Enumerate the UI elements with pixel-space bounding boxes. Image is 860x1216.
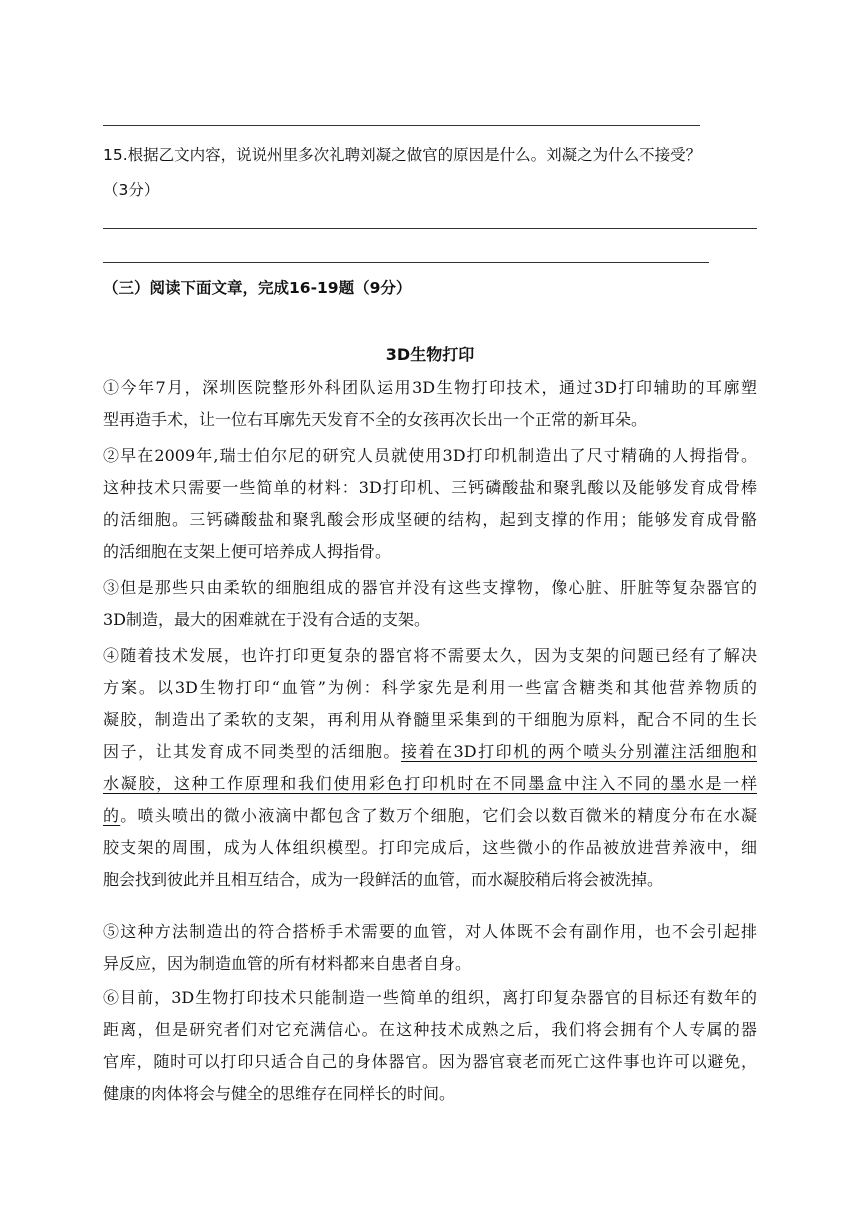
paragraph-line: ⑤这种方法制造出的符合搭桥手术需要的血管，对人体既不会有副作用，也不会引起排 <box>103 922 757 941</box>
paragraph-line: 胞会找到彼此并且相互结合，成为一段鲜活的血管，而水凝胶稍后将会被洗掉。 <box>103 870 664 889</box>
paragraph-line: 胶支架的周围，成为人体组织模型。打印完成后，这些微小的作品被放进营养液中，细 <box>103 838 757 857</box>
paragraph-line: ⑥目前，3D生物打印技术只能制造一些简单的组织，离打印复杂器官的目标还有数年的 <box>103 988 757 1007</box>
answer-line-1 <box>103 228 757 229</box>
paragraph-line: ④随着技术发展，也许打印更复杂的器官将不需要太久，因为支架的问题已经有了解决 <box>103 646 757 665</box>
paragraph-line: 这种技术只需要一些简单的材料：3D打印机、三钙磷酸盐和聚乳酸以及能够发育成骨棒 <box>103 478 757 497</box>
paragraph-3 <box>103 578 757 642</box>
paragraph-line: ③但是那些只由柔软的细胞组成的器官并没有这些支撑物，像心脏、肝脏等复杂器官的 <box>103 578 757 597</box>
paragraph-line: 距离，但是研究者们对它充满信心。在这种技术成熟之后，我们将会拥有个人专属的器 <box>103 1020 757 1039</box>
paragraph-5 <box>103 922 757 986</box>
paragraph-line <box>103 742 757 774</box>
paragraph-line: 的活细胞在支架上便可培养成人拇指骨。 <box>103 542 392 561</box>
article-title: 3D生物打印 <box>385 345 475 364</box>
answer-line-2 <box>103 262 709 263</box>
paragraph-line: 异反应，因为制造血管的所有材料都来自患者自身。 <box>103 954 472 973</box>
paragraph-2 <box>103 446 757 574</box>
paragraph-line: 方案。以3D生物打印“血管”为例：科学家先是利用一些富含糖类和其他营养物质的 <box>103 678 757 697</box>
question-15-points: （3分） <box>103 181 160 199</box>
paragraph-1 <box>103 378 757 442</box>
paragraph-line: 型再造手术，让一位右耳廓先天发育不全的女孩再次长出一个正常的新耳朵。 <box>103 410 648 429</box>
paragraph-text: 因子，让其发育成不同类型的活细胞。 <box>103 742 401 761</box>
answer-line-prev <box>103 125 700 126</box>
underlined-sentence: 的 <box>103 806 121 825</box>
paragraph-4 <box>103 646 757 902</box>
section-heading: （三）阅读下面文章，完成16-19题（9分） <box>103 279 412 297</box>
paragraph-6 <box>103 988 757 1116</box>
paragraph-line: 健康的肉体将会与健全的思维存在同样长的时间。 <box>103 1084 456 1103</box>
paragraph-line <box>103 774 757 806</box>
paragraph-text: 。喷头喷出的微小液滴中都包含了数万个细胞，它们会以数百微米的精度分布在水凝 <box>120 806 757 825</box>
question-15-text: 15.根据乙文内容，说说州里多次礼聘刘凝之做官的原因是什么。刘凝之为什么不接受？ <box>103 146 702 164</box>
paragraph-line: ①今年7月，深圳医院整形外科团队运用3D生物打印技术，通过3D打印辅助的耳廓塑 <box>103 378 757 397</box>
paragraph-line: 凝胶，制造出了柔软的支架，再利用从脊髓里采集到的干细胞为原料，配合不同的生长 <box>103 710 757 729</box>
paragraph-line: ②早在2009年,瑞士伯尔尼的研究人员就使用3D打印机制造出了尺寸精确的人拇指骨。 <box>103 446 757 465</box>
paragraph-line <box>103 806 757 838</box>
paragraph-line: 的活细胞。三钙磷酸盐和聚乳酸会形成坚硬的结构，起到支撑的作用；能够发育成骨骼 <box>103 510 757 529</box>
paragraph-line: 3D制造，最大的困难就在于没有合适的支架。 <box>103 610 431 629</box>
paragraph-line: 官库，随时可以打印只适合自己的身体器官。因为器官衰老而死亡这件事也许可以避免， <box>103 1052 757 1071</box>
underlined-sentence: 水凝胶，这种工作原理和我们使用彩色打印机时在不同墨盒中注入不同的墨水是一样 <box>103 774 757 793</box>
underlined-sentence: 接着在3D打印机的两个喷头分别灌注活细胞和 <box>400 742 757 761</box>
